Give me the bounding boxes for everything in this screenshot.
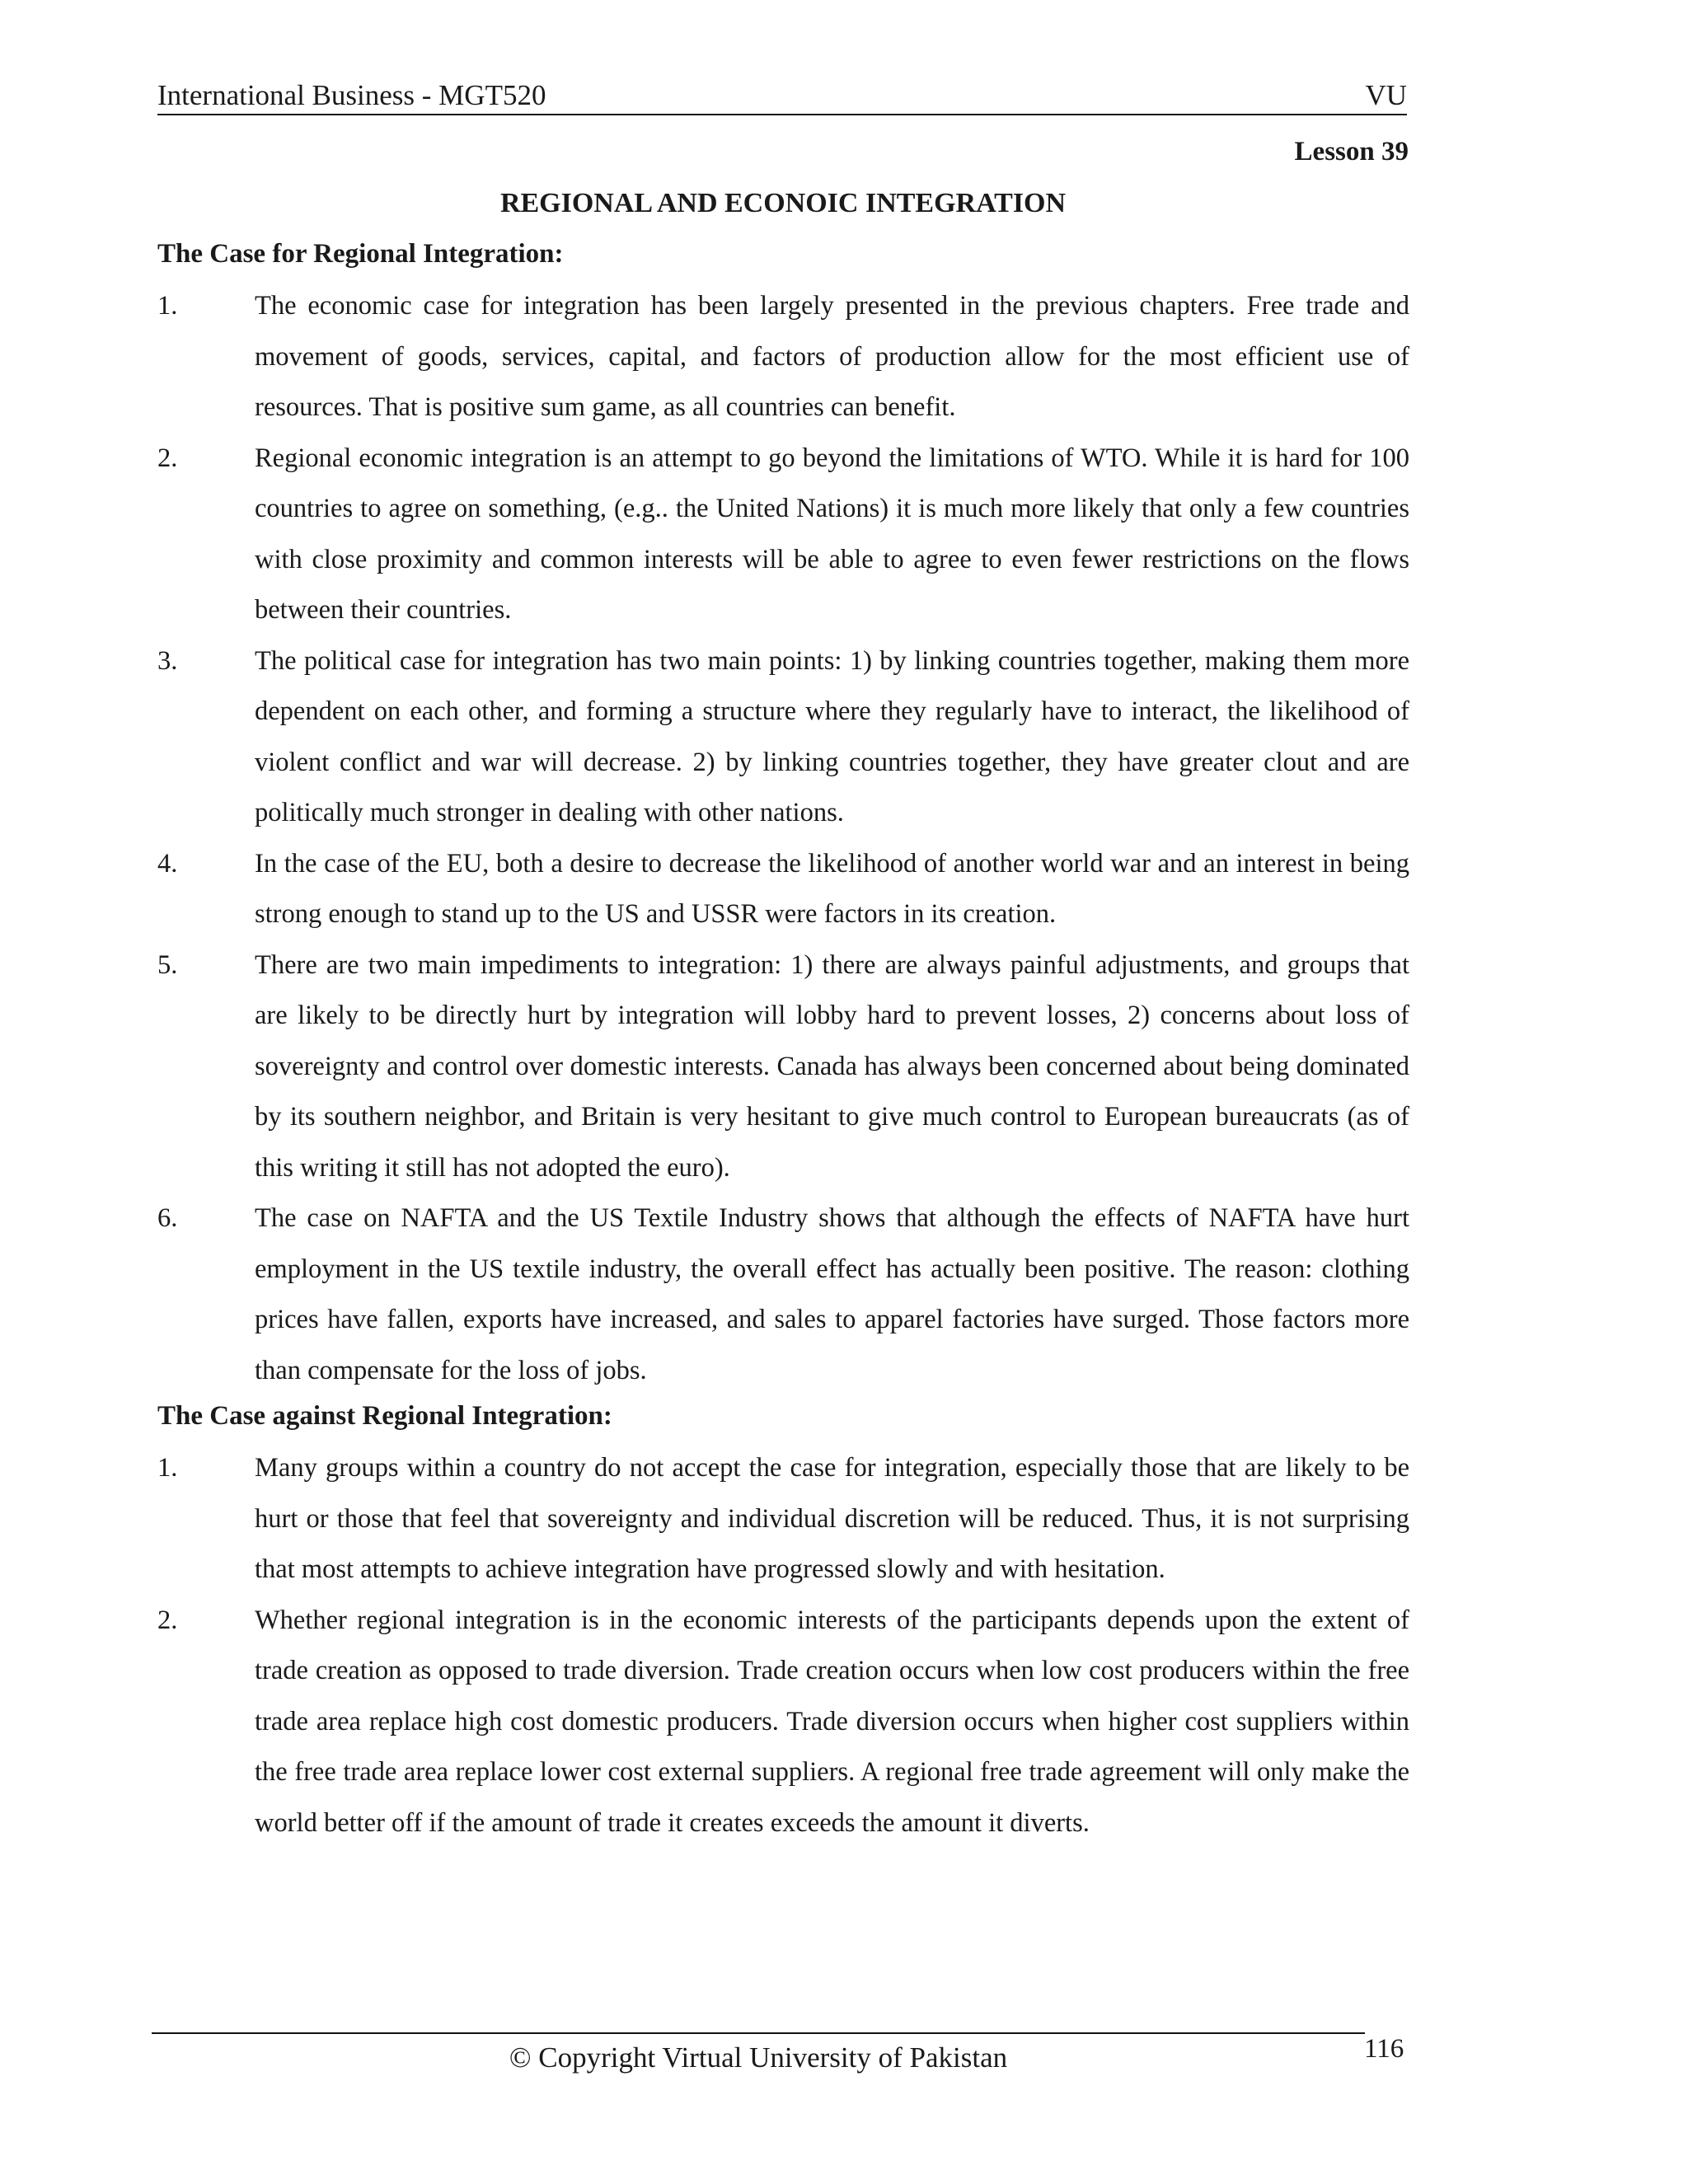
section-heading-against: The Case against Regional Integration: <box>157 1401 612 1431</box>
list-item <box>157 1193 1409 1396</box>
section-heading-for: The Case for Regional Integration: <box>157 239 564 269</box>
list-item <box>157 434 1409 636</box>
item-text: Whether regional integration is in the economic interests of the participants depends upon the extent of trade creation as opposed to trade diversion. Trade creation occurs when low cost producers within the free trade area replace high cost domestic producers. Trade diversion occurs when higher cost suppliers within the free trade area replace lower cost external suppliers. A regional free trade agreement will only make the world better off if the amount of trade it creates exceeds the amount it diverts. <box>255 1605 1409 1838</box>
item-number: 3. <box>157 645 178 676</box>
list-item <box>157 1443 1409 1596</box>
item-text: The economic case for integration has been largely presented in the previous chapters. Free trade and movement of goods, services, capital, and factors of production allow for the most efficient use of resources. That is positive sum game, as all countries can benefit. <box>255 291 1409 422</box>
course-title: International Business - MGT520 <box>157 79 546 111</box>
item-number: 6. <box>157 1203 178 1233</box>
lesson-label: Lesson 39 <box>1294 137 1409 166</box>
footer-copyright: © Copyright Virtual University of Pakistan <box>509 2041 1008 2074</box>
item-text: The case on NAFTA and the US Textile Industry shows that although the effects of NAFTA have hurt employment in the US textile industry, the overall effect has actually been positive. The reason: clothing prices have fallen, exports have increased, and sales to apparel factories have surged. Those factors more than compensate for the loss of jobs. <box>255 1203 1409 1385</box>
item-number: 5. <box>157 949 178 980</box>
item-text: There are two main impediments to integration: 1) there are always painful adjustments, and groups that are likely to be directly hurt by integration will lobby hard to prevent losses, 2) concerns about loss of sovereignty and control over domestic interests. Canada has always been concerned about being dominated by its southern neighbor, and Britain is very hesitant to give much control to European bureaucrats (as of this writing it still has not adopted the euro). <box>255 949 1409 1183</box>
item-number: 4. <box>157 848 178 879</box>
footer-rule <box>152 2032 1365 2034</box>
institution-abbrev: VU <box>1365 79 1407 111</box>
item-text: The political case for integration has two main points: 1) by linking countries together, making them more dependent on each other, and forming a structure where they regularly have to interact, the likelihood of violent conflict and war will decrease. 2) by linking countries together, they have greater clout and are politically much stronger in dealing with other nations. <box>255 645 1409 827</box>
list-item <box>157 940 1409 1194</box>
list-case-for <box>157 281 1409 1396</box>
list-item <box>157 839 1409 940</box>
item-text: In the case of the EU, both a desire to decrease the likelihood of another world war and an interest in being strong enough to stand up to the US and USSR were factors in its creation. <box>255 848 1409 929</box>
page-number: 116 <box>1364 2034 1404 2064</box>
list-item <box>157 1596 1409 1849</box>
list-item <box>157 636 1409 839</box>
item-text: Regional economic integration is an attempt to go beyond the limitations of WTO. While it is hard for 100 countries to agree on something, (e.g.. the United Nations) it is much more likely that only a few countries with close proximity and common interests will be able to agree to even fewer restrictions on the flows between their countries. <box>255 443 1409 625</box>
list-item <box>157 281 1409 434</box>
item-number: 2. <box>157 443 178 473</box>
list-case-against <box>157 1443 1409 1849</box>
item-number: 2. <box>157 1605 178 1635</box>
page-header <box>157 77 1407 115</box>
item-number: 1. <box>157 291 178 321</box>
item-text: Many groups within a country do not accept the case for integration, especially those that are likely to be hurt or those that feel that sovereignty and individual discretion will be reduced. Thus, it is not surprising that most attempts to achieve integration have progressed slowly and with hesitation. <box>255 1453 1409 1584</box>
document-title: REGIONAL AND ECONOIC INTEGRATION <box>499 188 1067 218</box>
item-number: 1. <box>157 1453 178 1483</box>
